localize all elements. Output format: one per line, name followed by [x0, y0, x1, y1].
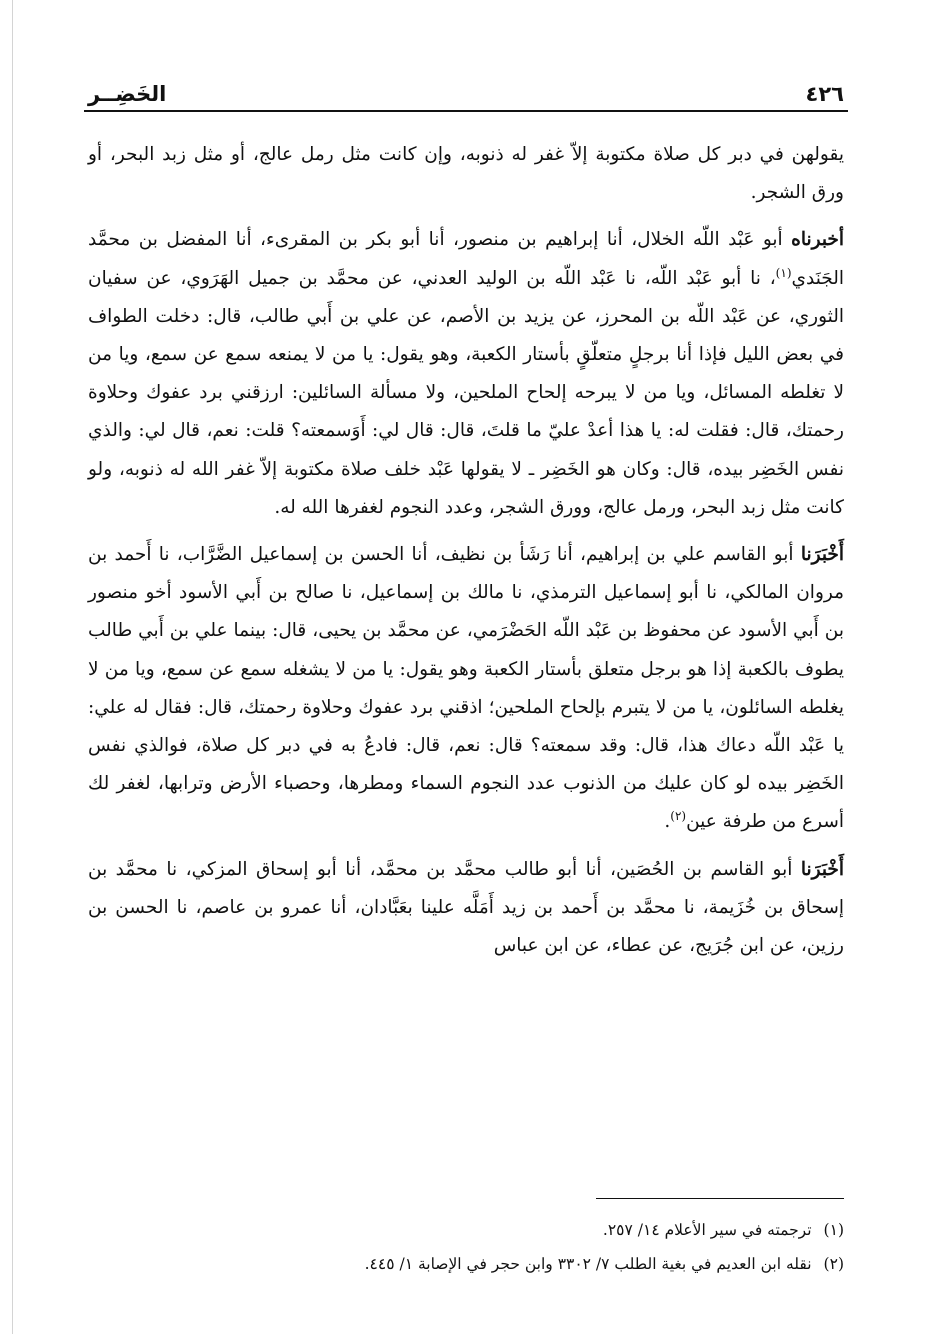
paragraph-4 — [88, 851, 844, 966]
footnote-separator — [596, 1198, 844, 1199]
main-text — [88, 136, 844, 974]
paragraph-text: . — [664, 811, 671, 833]
paragraph-1 — [88, 136, 844, 212]
isnad-lead-word: أخبرناه — [791, 229, 845, 251]
footnote-text: ترجمته في سير الأعلام ١٤/ ٢٥٧. — [602, 1221, 812, 1239]
paragraph-text: أبو القاسم علي بن إبراهيم، أنا رَشَأ بن نظيف، أنا الحسن بن إسماعيل الضَّرَّاب، نا أَحمد بن مروان المالكي، نا أبو إسماعيل الترمذي، نا مالك بن إسماعيل، نا صالح بن أَبي الأسود أخو منصور بن أَبي الأسود عن محفوظ بن عَبْد اللّه الحَضْرَمي، عن محمَّد بن يحيى، قال: بينما علي بن أَبي طالب يطوف بالكعبة إذا هو برجل متعلق بأستار الكعبة وهو يقول: يا من لا يشغله سمع عن سمع، ويا من لا يغلطه السائلون، يا من لا يتبرم بإلحاح الملحين؛ اذقني برد عفوك وحلاوة رحمتك، قال: فقال له علي: يا عَبْد اللّه دعاك هذا، قال: وقد سمعته؟ قال: نعم، قال: فادعُ به في دبر كل صلاة، فوالذي نفس الخَضِر بيده لو كان عليك من الذنوب عدد النجوم السماء ومطرها، وحصباء الأرض وترابها، لغفر لك أسرع من طرفة عين — [88, 544, 844, 833]
paragraph-2 — [88, 221, 844, 527]
footnotes — [88, 1213, 844, 1281]
footnote-text: نقله ابن العديم في بغية الطلب ٧/ ٣٣٠٢ وابن حجر في الإصابة ١/ ٤٤٥. — [364, 1255, 812, 1273]
paragraph-text: يقولهن في دبر كل صلاة مكتوبة إلاّ غفر له ذنوبه، وإن كانت مثل رمل عالج، أو مثل زبد البحر، أو ورق الشجر. — [88, 144, 844, 204]
paragraph-text: أبو عَبْد اللّه الخلال، أنا إبراهيم بن منصور، أنا أبو بكر بن المقرىء، أنا المفضل بن محمَّد الجَنَدي — [88, 229, 844, 289]
footnote-1 — [88, 1213, 844, 1247]
footnote-ref-1[interactable]: (١) — [775, 265, 792, 280]
paragraph-text: أبو القاسم بن الحُصَين، أنا أبو طالب محمَّد بن محمَّد، أنا أبو إسحاق المزكي، نا محمَّد بن إسحاق بن خُزَيمة، نا محمَّد بن أَحمد بن زيد أَمَلَّه علينا بعَبَّادان، أنا عمرو بن عاصم، نا الحسن بن رزين، عن ابن جُرَيج، عن عطاء، عن ابن عباس — [88, 858, 844, 957]
paragraph-text: ، نا أبو عَبْد اللّه، نا عَبْد اللّه بن الوليد العدني، عن محمَّد بن جميل الهَرَوي، عن سفيان الثوري، عن عَبْد اللّه بن المحرز، عن يزيد بن الأصم، عن علي بن أَبي طالب، قال: دخلت الطواف في بعض الليل فإذا أنا برجلٍ متعلّقٍ بأستار الكعبة، وهو يقول: يا من لا يمنعه سمع عن سمع، ويا من لا تغلطه المسائل، ويا من لا يبرحه إلحاح الملحين، ولا مسألة السائلين: ارزقني برد عفوك وحلاوة رحمتك، قال: فقلت له: يا هذا أعدْ عليّ ما قلتَ، قال: قال لي: أَوَسمعته؟ قلت: نعم، قال لي: والذي نفس الخَضِر بيده، قال: وكان هو الخَضِر ـ لا يقولها عَبْد خلف صلاة مكتوبة إلاّ غفر الله له ذنوبه، ولو كانت مثل زبد البحر، ورمل عالج، وورق الشجر، وعدد النجوم لغفرها الله له. — [88, 267, 844, 518]
paragraph-3 — [88, 536, 844, 842]
page-header — [88, 76, 844, 106]
running-title: الخَضِــر — [88, 82, 167, 106]
footnote-2 — [88, 1247, 844, 1281]
footnote-number: (٢) — [823, 1255, 844, 1273]
footnote-number: (١) — [823, 1221, 844, 1239]
footnote-ref-2[interactable]: (٢) — [670, 809, 687, 824]
page-number: ٤٢٦ — [805, 82, 844, 106]
header-rule — [84, 110, 848, 112]
page-edge-line — [12, 0, 13, 1334]
isnad-lead-word: أَخْبَرَنا — [800, 544, 844, 566]
isnad-lead-word: أَخْبَرَنا — [800, 858, 844, 880]
